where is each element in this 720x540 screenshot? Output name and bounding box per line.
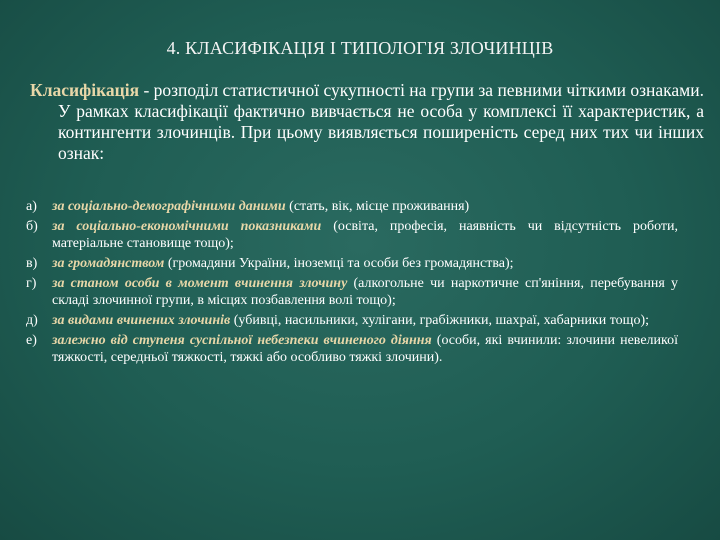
classification-list (26, 198, 678, 369)
list-item (26, 218, 678, 252)
list-item (26, 312, 678, 329)
criterion-examples: (убивці, насильники, хулігани, грабіжники, шахраї, хабарники тощо); (230, 313, 649, 328)
list-marker: д) (26, 313, 38, 328)
list-marker: г) (26, 276, 37, 291)
criterion-label: за соціально-економічними показниками (52, 219, 322, 234)
list-marker: б) (26, 219, 38, 234)
list-item (26, 275, 678, 309)
list-item (26, 332, 678, 366)
list-marker: в) (26, 256, 38, 271)
list-item (26, 255, 678, 272)
criterion-examples: (алкогольне чи наркотичне сп'яніння, перебування у складі злочинної групи, в місцях позбавлення волі тощо); (52, 276, 678, 308)
list-item (26, 198, 678, 215)
criterion-examples: (стать, вік, місце проживання) (285, 199, 470, 214)
intro-paragraph (30, 80, 704, 164)
criterion-label: залежно від ступеня суспільної небезпеки вчиненого діяння (52, 333, 432, 348)
criterion-label: за видами вчинених злочинів (52, 313, 231, 328)
criterion-label: за станом особи в момент вчинення злочину (52, 276, 348, 291)
slide-title: 4. КЛАСИФІКАЦІЯ І ТИПОЛОГІЯ ЗЛОЧИНЦІВ (166, 38, 554, 58)
criterion-examples: (особи, які вчинили: злочини невеликої тяжкості, середньої тяжкості, тяжкі або особливо тяжкі злочини). (52, 333, 679, 365)
classification-definition: - розподіл статистичної сукупності на групи за певними чіткими ознаками. У рамках класифікації фактично вивчається не особа у комплексі її характеристик, а контингенти злочинців. При цьому виявляється поширеність серед них тих чи інших ознак: (58, 80, 704, 163)
classification-term: Класифікація (30, 80, 140, 100)
list-marker: е) (26, 333, 37, 348)
criterion-examples: (громадяни України, іноземці та особи без громадянства); (164, 256, 514, 271)
criterion-examples: (освіта, професія, наявність чи відсутність роботи, матеріальне становище тощо); (52, 219, 678, 251)
criterion-label: за громадянством (52, 256, 165, 271)
criterion-label: за соціально-демографічними даними (52, 199, 286, 214)
list-marker: а) (26, 199, 37, 214)
